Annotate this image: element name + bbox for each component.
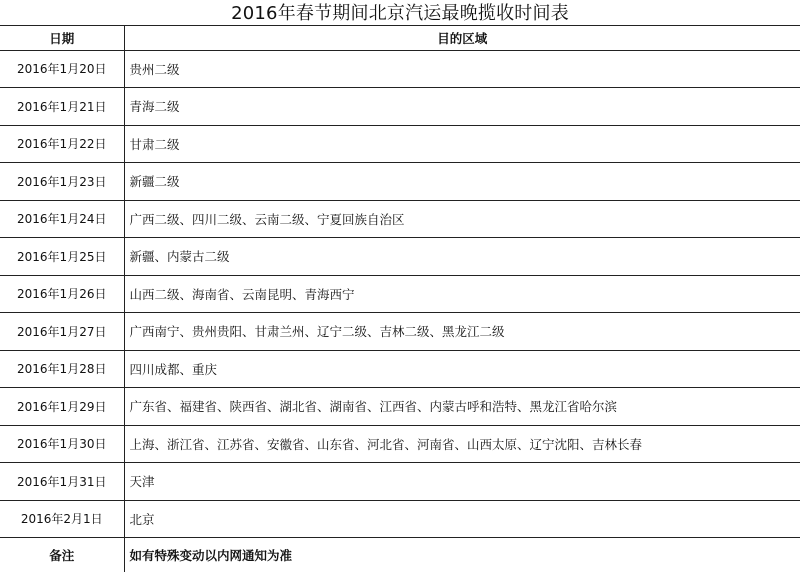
destination-cell: 新疆、内蒙古二级 — [124, 238, 800, 276]
column-header-destination: 目的区域 — [124, 26, 800, 50]
table-row — [0, 163, 800, 201]
note-row — [0, 538, 800, 572]
table-row — [0, 200, 800, 238]
destination-cell: 山西二级、海南省、云南昆明、青海西宁 — [124, 275, 800, 313]
table-row — [0, 238, 800, 276]
destination-cell: 新疆二级 — [124, 163, 800, 201]
destination-cell: 四川成都、重庆 — [124, 350, 800, 388]
note-label: 备注 — [0, 538, 124, 572]
destination-cell: 贵州二级 — [124, 50, 800, 88]
date-cell: 2016年1月27日 — [0, 313, 124, 351]
table-row — [0, 88, 800, 126]
table-row — [0, 275, 800, 313]
date-cell: 2016年1月22日 — [0, 125, 124, 163]
table-row — [0, 463, 800, 501]
table-row — [0, 425, 800, 463]
date-cell: 2016年1月23日 — [0, 163, 124, 201]
destination-cell: 广西南宁、贵州贵阳、甘肃兰州、辽宁二级、吉林二级、黑龙江二级 — [124, 313, 800, 351]
table-row — [0, 50, 800, 88]
destination-cell: 广西二级、四川二级、云南二级、宁夏回族自治区 — [124, 200, 800, 238]
date-cell: 2016年2月1日 — [0, 500, 124, 538]
destination-cell: 广东省、福建省、陕西省、湖北省、湖南省、江西省、内蒙古呼和浩特、黑龙江省哈尔滨 — [124, 388, 800, 426]
destination-cell: 天津 — [124, 463, 800, 501]
date-cell: 2016年1月31日 — [0, 463, 124, 501]
destination-cell: 北京 — [124, 500, 800, 538]
date-cell: 2016年1月30日 — [0, 425, 124, 463]
date-cell: 2016年1月26日 — [0, 275, 124, 313]
table-row — [0, 350, 800, 388]
column-header-date: 日期 — [0, 26, 124, 50]
table-row — [0, 313, 800, 351]
date-cell: 2016年1月29日 — [0, 388, 124, 426]
destination-cell: 青海二级 — [124, 88, 800, 126]
date-cell: 2016年1月20日 — [0, 50, 124, 88]
table-row — [0, 388, 800, 426]
date-cell: 2016年1月24日 — [0, 200, 124, 238]
destination-cell: 上海、浙江省、江苏省、安徽省、山东省、河北省、河南省、山西太原、辽宁沈阳、吉林长春 — [124, 425, 800, 463]
note-text: 如有特殊变动以内网通知为准 — [129, 547, 293, 563]
table-row — [0, 500, 800, 538]
date-cell: 2016年1月28日 — [0, 350, 124, 388]
destination-cell: 甘肃二级 — [124, 125, 800, 163]
schedule-table — [0, 26, 800, 572]
table-header-row — [0, 26, 800, 50]
page-title: 2016年春节期间北京汽运最晚揽收时间表 — [0, 0, 800, 26]
date-cell: 2016年1月25日 — [0, 238, 124, 276]
table-row — [0, 125, 800, 163]
date-cell: 2016年1月21日 — [0, 88, 124, 126]
